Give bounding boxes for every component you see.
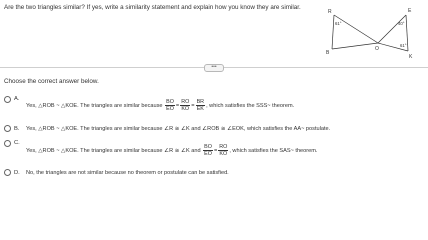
- option-a[interactable]: [4, 96, 424, 112]
- segment-bo: [332, 43, 378, 49]
- segment-rb: [332, 15, 334, 49]
- triangles-diagram: [318, 3, 424, 61]
- option-d[interactable]: [4, 169, 424, 179]
- radio-a[interactable]: [4, 96, 11, 103]
- segment-ro: [334, 15, 378, 43]
- label-k: K: [409, 54, 413, 60]
- fraction-br-ek: $\frac{BR}{EK}$: [196, 99, 205, 112]
- expand-handle[interactable]: •••: [204, 64, 224, 72]
- answer-prompt: Choose the correct answer below.: [4, 78, 99, 85]
- option-a-after: , which satisfies the SSS~ theorem.: [206, 102, 295, 109]
- option-text-d: No, the triangles are not similar because no theorem or postulate can be satisfied.: [26, 169, 229, 176]
- option-text-b: Yes, △ROB ~ △KOE. The triangles are similar because ∠R ≅ ∠K and ∠ROB ≅ ∠EOK, which satisfies the AA~ postulate.: [26, 125, 331, 132]
- option-b[interactable]: [4, 125, 424, 135]
- angle-label-k: 61°: [400, 43, 407, 48]
- radio-b[interactable]: [4, 125, 11, 132]
- label-r: R: [328, 9, 332, 15]
- option-letter-c: C.: [14, 140, 20, 146]
- segment-eo: [378, 15, 406, 43]
- radio-c[interactable]: [4, 140, 11, 147]
- label-o: O: [375, 46, 379, 52]
- option-text-c: Yes, △ROB ~ △KOE. The triangles are similar because ∠R ≅ ∠K and $\frac{BO}{EO}$ = $\frac{RO}{KO}$ , which satisfies the SAS~ theorem.: [26, 144, 318, 157]
- option-c-after: , which satisfies the SAS~ theorem.: [229, 147, 318, 154]
- fraction-bo-eo: $\frac{BO}{EO}$: [166, 99, 174, 112]
- angle-label-r: 61°: [335, 21, 342, 26]
- triangles-figure: [318, 3, 424, 61]
- option-text-a: Yes, △ROB ~ △KOE. The triangles are similar because $\frac{BO}{EO}$ = $\frac{RO}{KO}$ = $\frac{BR}{EK}$ , which satisfies the SSS~ theorem.: [26, 99, 295, 112]
- option-c[interactable]: [4, 140, 424, 156]
- option-letter-b: B.: [14, 125, 20, 132]
- angle-label-e: 40°: [398, 21, 405, 26]
- option-a-before: Yes, △ROB ~ △KOE. The triangles are similar because: [26, 102, 163, 109]
- label-b: B: [326, 50, 330, 56]
- question-text: Are the two triangles similar? If yes, write a similarity statement and explain how you know they are similar.: [4, 4, 301, 11]
- fraction-ro-ko-c: $\frac{RO}{KO}$: [219, 144, 228, 157]
- option-letter-d: D.: [14, 169, 20, 176]
- radio-d[interactable]: [4, 169, 11, 176]
- fraction-ro-ko: $\frac{RO}{KO}$: [181, 99, 190, 112]
- fraction-bo-eo-c: $\frac{BO}{EO}$: [204, 144, 212, 157]
- option-c-before: Yes, △ROB ~ △KOE. The triangles are similar because ∠R ≅ ∠K and: [26, 147, 201, 154]
- label-e: E: [408, 8, 412, 14]
- option-letter-a: A.: [14, 96, 20, 102]
